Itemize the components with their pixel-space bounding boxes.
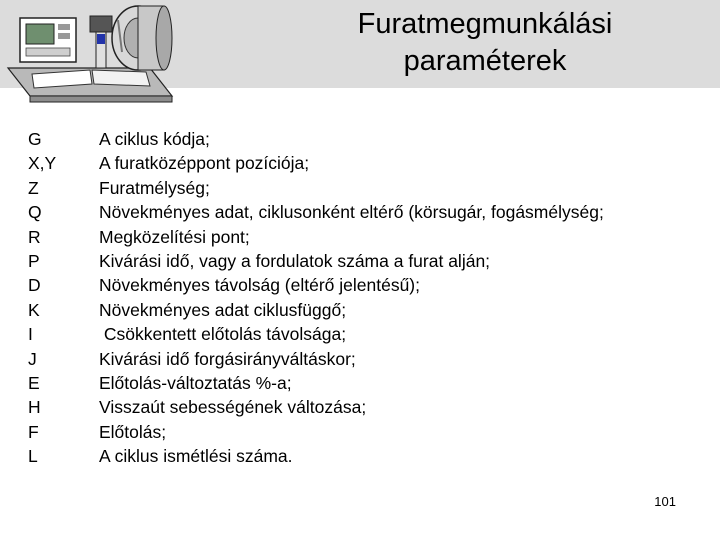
parameter-description: Furatmélység; bbox=[99, 177, 210, 198]
cnc-machine-icon bbox=[0, 0, 230, 110]
parameter-code: Q bbox=[28, 202, 42, 223]
parameter-row bbox=[28, 127, 604, 151]
parameter-code: R bbox=[28, 226, 41, 247]
parameter-row bbox=[28, 176, 604, 200]
parameter-code: Z bbox=[28, 177, 39, 198]
parameter-code: E bbox=[28, 372, 40, 393]
parameter-description: Kivárási idő, vagy a fordulatok száma a furat alján; bbox=[99, 250, 491, 271]
page-title bbox=[270, 6, 700, 80]
parameter-description: Visszaút sebességének változása; bbox=[99, 397, 367, 418]
parameter-row bbox=[28, 444, 604, 468]
parameter-row bbox=[28, 420, 604, 444]
parameter-row bbox=[28, 347, 604, 371]
parameter-row bbox=[28, 322, 604, 346]
parameter-description: Előtolás-változtatás %-a; bbox=[99, 372, 292, 393]
parameter-code: X,Y bbox=[28, 153, 57, 174]
parameter-row bbox=[28, 249, 604, 273]
parameter-description: Csökkentett előtolás távolsága; bbox=[99, 324, 347, 345]
parameter-code: J bbox=[28, 348, 37, 369]
parameter-code: P bbox=[28, 250, 40, 271]
parameter-row bbox=[28, 395, 604, 419]
page-number: 101 bbox=[654, 494, 676, 509]
parameter-row bbox=[28, 371, 604, 395]
parameter-code: D bbox=[28, 275, 41, 296]
parameter-description: A ciklus ismétlési száma. bbox=[99, 446, 293, 467]
title-line-1: Furatmegmunkálási bbox=[357, 8, 613, 40]
parameter-code: L bbox=[28, 446, 38, 467]
parameter-description: A furatközéppont pozíciója; bbox=[99, 153, 310, 174]
parameter-code: K bbox=[28, 299, 40, 320]
parameter-code: I bbox=[28, 324, 33, 345]
parameter-code: H bbox=[28, 397, 41, 418]
parameter-row bbox=[28, 225, 604, 249]
parameter-list bbox=[28, 127, 604, 468]
parameter-description: Növekményes távolság (eltérő jelentésű); bbox=[99, 275, 420, 296]
parameter-row bbox=[28, 273, 604, 297]
parameter-description: Kivárási idő forgásirányváltáskor; bbox=[99, 348, 356, 369]
parameter-description: Megközelítési pont; bbox=[99, 226, 250, 247]
parameter-description: Növekményes adat ciklusfüggő; bbox=[99, 299, 347, 320]
parameter-description: Növekményes adat, ciklusonként eltérő (körsugár, fogásmélység; bbox=[99, 202, 604, 223]
parameter-row bbox=[28, 151, 604, 175]
parameter-code: G bbox=[28, 129, 42, 149]
parameter-code: F bbox=[28, 421, 39, 442]
title-line-2: paraméterek bbox=[403, 45, 567, 77]
parameter-description: Előtolás; bbox=[99, 421, 167, 442]
parameter-description: A ciklus kódja; bbox=[99, 129, 210, 149]
parameter-row bbox=[28, 200, 604, 224]
parameter-row bbox=[28, 298, 604, 322]
